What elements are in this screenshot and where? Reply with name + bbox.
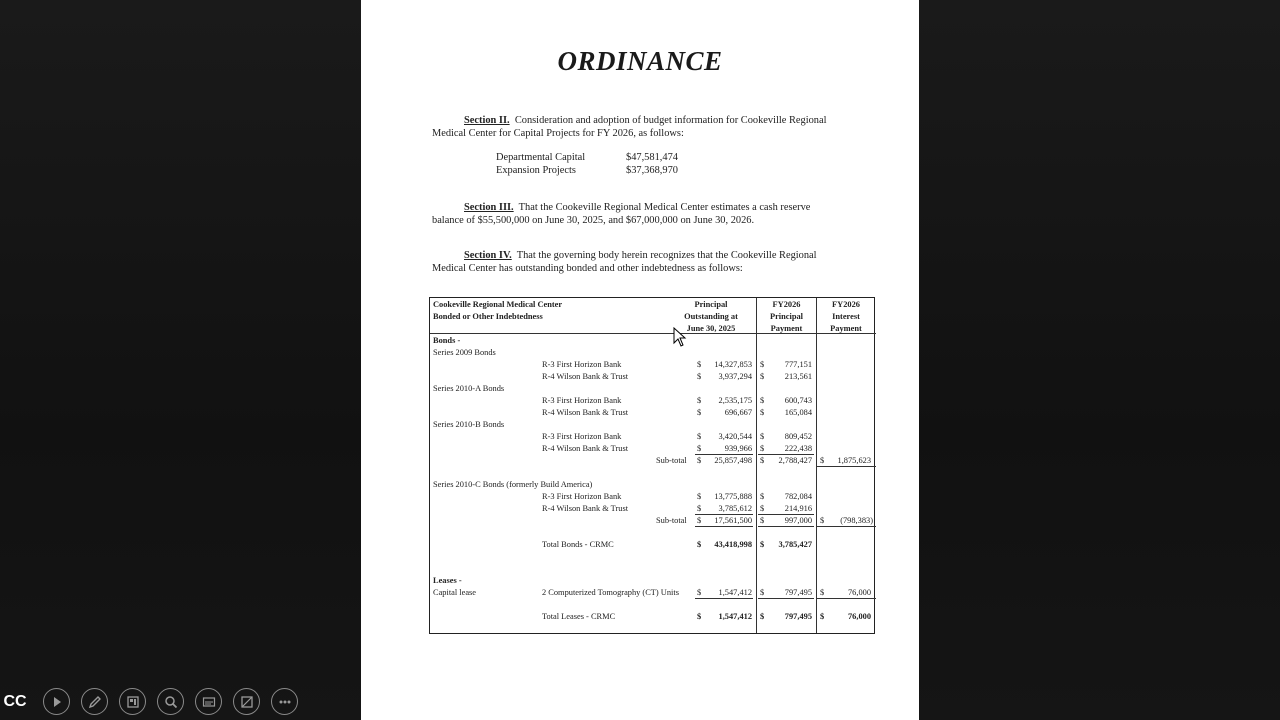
sum-underline [758, 514, 814, 515]
page-title: ORDINANCE [557, 46, 723, 76]
payment-value: 797,495 [784, 612, 812, 621]
zoom-icon [164, 695, 178, 709]
section-2-label: Section II. [464, 115, 510, 126]
interest-value: 76,000 [847, 612, 871, 621]
indebtedness-table [429, 297, 875, 634]
payment-value: 214,916 [784, 504, 812, 513]
principal-value: 43,418,998 [714, 540, 752, 549]
series-2009-label: Series 2009 Bonds [433, 348, 496, 357]
sum-underline [816, 466, 876, 467]
payment-value: 997,000 [784, 516, 812, 525]
header-text: FY2026 [772, 300, 801, 309]
leases-label: Leases - [433, 576, 462, 585]
sum-underline [816, 526, 876, 527]
header-text: FY2026 [832, 300, 860, 309]
sum-underline [758, 526, 814, 527]
subtitles-icon [202, 695, 216, 709]
interest-value: 76,000 [847, 588, 871, 597]
currency: $ [760, 612, 765, 621]
allocation-value: $37,368,970 [626, 164, 678, 176]
principal-value: 3,420,544 [718, 432, 752, 441]
subtitles-icon[interactable] [195, 688, 222, 715]
interest-value: 1,875,623 [837, 456, 871, 465]
currency: $ [820, 612, 825, 621]
currency: $ [697, 360, 702, 369]
section-3-paragraph [432, 202, 852, 227]
currency: $ [760, 396, 765, 405]
currency: $ [697, 612, 702, 621]
allocation-row [496, 152, 678, 165]
currency: $ [760, 372, 765, 381]
row-label: R-4 Wilson Bank & Trust [542, 504, 629, 513]
screen-icon [240, 695, 254, 709]
principal-value: 17,561,500 [714, 516, 752, 525]
capital-allocations [496, 152, 678, 177]
more-icon[interactable] [271, 688, 298, 715]
subtotal-label: Sub-total [656, 456, 687, 465]
principal-value: 1,547,412 [718, 588, 752, 597]
mouse-cursor-icon [673, 327, 687, 347]
principal-value: 3,937,294 [718, 372, 752, 381]
series-2010a-label: Series 2010-A Bonds [433, 384, 505, 393]
currency: $ [697, 432, 702, 441]
principal-value: 14,327,853 [714, 360, 752, 369]
section-2-line1: Consideration and adoption of budget information for Cookeville Regional [514, 115, 827, 126]
principal-value: 939,966 [724, 444, 752, 453]
header-text: Principal [694, 300, 728, 309]
more-icon [278, 695, 292, 709]
series-2010c-label: Series 2010-C Bonds (formerly Build America) [433, 480, 593, 489]
currency: $ [697, 540, 702, 549]
currency: $ [820, 588, 825, 597]
principal-value: 1,547,412 [718, 612, 752, 621]
sum-underline [695, 454, 753, 455]
principal-value: 2,535,175 [718, 396, 752, 405]
header-interest-payment [817, 299, 875, 335]
interest-value: (798,383) [840, 516, 873, 525]
currency: $ [697, 444, 702, 453]
series-2010b-label: Series 2010-B Bonds [433, 420, 505, 429]
currency: $ [697, 408, 702, 417]
screen-icon[interactable] [233, 688, 260, 715]
closed-captions-button[interactable]: CC [3, 693, 27, 710]
header-text: Interest [832, 312, 860, 321]
sum-underline [695, 526, 753, 527]
presentation-toolbar [0, 686, 310, 718]
row-label: R-4 Wilson Bank & Trust [542, 372, 629, 381]
row-label: R-3 First Horizon Bank [542, 432, 622, 441]
capital-lease-desc: 2 Computerized Tomography (CT) Units [542, 588, 679, 597]
currency: $ [760, 504, 765, 513]
section-4-paragraph [432, 250, 852, 275]
play-icon [51, 696, 63, 708]
allocation-label: Expansion Projects [496, 164, 576, 176]
document-page [361, 0, 919, 720]
section-2-paragraph [432, 115, 852, 140]
header-org: Cookeville Regional Medical Center [433, 300, 563, 309]
currency: $ [697, 492, 702, 501]
header-text: June 30, 2025 [686, 324, 736, 333]
currency: $ [760, 408, 765, 417]
header-text: Outstanding at [684, 312, 738, 321]
header-text: Payment [830, 324, 862, 333]
row-label: R-4 Wilson Bank & Trust [542, 444, 629, 453]
payment-value: 165,084 [784, 408, 812, 417]
principal-value: 25,857,498 [714, 456, 752, 465]
sum-underline [695, 598, 753, 599]
header-text: Payment [770, 324, 803, 333]
slides-icon [126, 695, 140, 709]
section-3-line1: That the Cookeville Regional Medical Center estimates a cash reserve [518, 202, 811, 213]
currency: $ [697, 396, 702, 405]
section-4-line2: Medical Center has outstanding bonded and other indebtedness as follows: [432, 262, 743, 274]
total-bonds-label: Total Bonds - CRMC [542, 540, 614, 549]
payment-value: 600,743 [784, 396, 812, 405]
currency: $ [697, 516, 702, 525]
subtotal-label: Sub-total [656, 516, 687, 525]
header-principal-payment [757, 299, 816, 335]
sum-underline [695, 514, 753, 515]
header-desc: Bonded or Other Indebtedness [433, 312, 543, 321]
allocation-row [496, 165, 678, 178]
row-label: R-3 First Horizon Bank [542, 492, 622, 501]
sum-underline [816, 598, 876, 599]
sum-underline [758, 598, 814, 599]
currency: $ [820, 456, 825, 465]
currency: $ [697, 456, 702, 465]
payment-value: 2,788,427 [778, 456, 812, 465]
total-leases-label: Total Leases - CRMC [542, 612, 616, 621]
payment-value: 222,438 [784, 444, 812, 453]
sum-underline [758, 454, 814, 455]
currency: $ [697, 588, 702, 597]
payment-value: 797,495 [784, 588, 812, 597]
currency: $ [760, 588, 765, 597]
currency: $ [760, 492, 765, 501]
allocation-value: $47,581,474 [626, 152, 678, 163]
section-4-line1: That the governing body herein recognizes that the Cookeville Regional [516, 250, 817, 261]
currency: $ [760, 456, 765, 465]
currency: $ [697, 504, 702, 513]
currency: $ [760, 360, 765, 369]
background-right [919, 0, 1280, 720]
payment-value: 782,084 [784, 492, 812, 501]
row-label: R-3 First Horizon Bank [542, 396, 622, 405]
pen-icon [88, 695, 102, 709]
capital-lease-label: Capital lease [433, 588, 477, 597]
table-divider [756, 298, 757, 633]
section-2-line2: Medical Center for Capital Projects for FY 2026, as follows: [432, 127, 684, 139]
header-text: Principal [769, 312, 804, 321]
currency: $ [760, 444, 765, 453]
row-label: R-3 First Horizon Bank [542, 360, 622, 369]
bonds-label: Bonds - [433, 336, 461, 345]
section-3-line2: balance of $55,500,000 on June 30, 2025, and $67,000,000 on June 30, 2026. [432, 214, 755, 226]
currency: $ [697, 372, 702, 381]
allocation-label: Departmental Capital [496, 152, 586, 163]
slides-icon[interactable] [119, 688, 146, 715]
section-4-label: Section IV. [464, 250, 512, 261]
play-icon[interactable] [43, 688, 70, 715]
principal-value: 3,785,612 [718, 504, 752, 513]
principal-value: 696,667 [724, 408, 752, 417]
row-label: R-4 Wilson Bank & Trust [542, 408, 629, 417]
section-3-label: Section III. [464, 202, 514, 213]
payment-value: 213,561 [784, 372, 812, 381]
currency: $ [820, 516, 825, 525]
payment-value: 809,452 [784, 432, 812, 441]
currency: $ [760, 540, 765, 549]
principal-value: 13,775,888 [714, 492, 752, 501]
currency: $ [760, 432, 765, 441]
payment-value: 3,785,427 [778, 540, 812, 549]
currency: $ [760, 516, 765, 525]
background-left [0, 0, 361, 720]
payment-value: 777,151 [784, 360, 812, 369]
zoom-icon[interactable] [157, 688, 184, 715]
pen-icon[interactable] [81, 688, 108, 715]
